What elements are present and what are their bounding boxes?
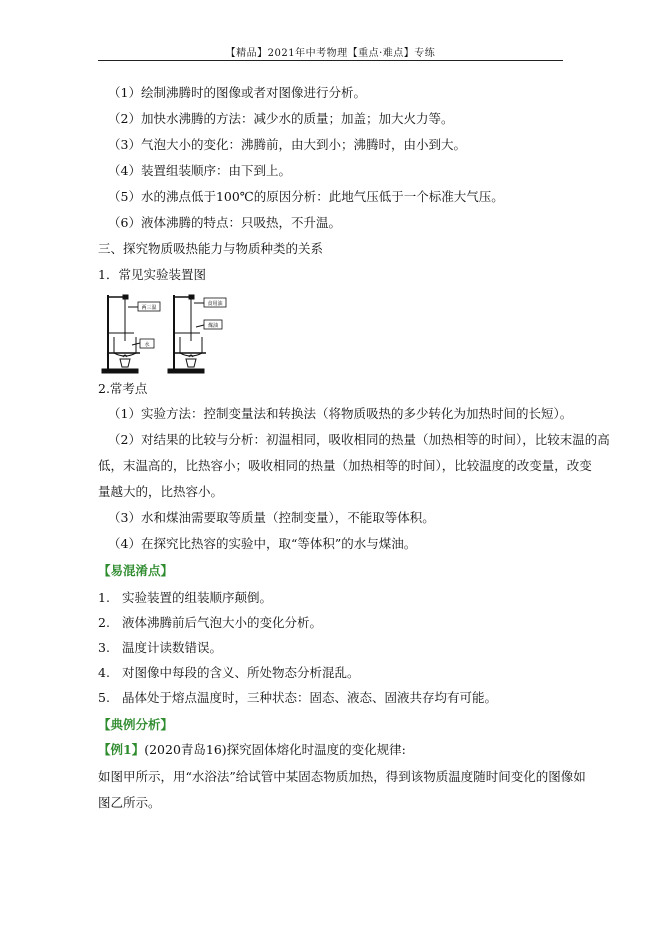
- confusion-item: [98, 614, 322, 632]
- confusion-item-number: 1.: [98, 590, 110, 605]
- sub1-title: 1．常见实验装置图: [98, 267, 206, 282]
- label-left-mid: 水: [144, 342, 150, 348]
- key-point-1: （1）实验方法：控制变量法和转换法（将物质吸热的多少转化为加热时间的长短）。: [108, 406, 573, 421]
- example-body-line1: 如图甲所示，用“水浴法”给试管中某固态物质加热，得到该物质温度随时间变化的图像如: [98, 769, 586, 784]
- confusion-item: [98, 589, 272, 607]
- label-left-top: 两三温: [141, 305, 157, 311]
- example-title: 【典例分析】: [98, 717, 174, 732]
- boiling-point-6: （6）液体沸腾的特点：只吸热，不升温。: [108, 215, 341, 230]
- key-point-3: （3）水和煤油需要取等质量（控制变量），不能取等体积。: [108, 510, 435, 525]
- boiling-point-2: （2）加快水沸腾的方法：减少水的质量；加盖；加大火力等。: [108, 111, 454, 126]
- key-point-2-line3: 量越大的，比热容小。: [98, 484, 224, 499]
- sub2-title: 2.常考点: [98, 381, 148, 396]
- confusion-item-text: 温度计读数错误。: [122, 640, 223, 655]
- confusion-item: [98, 639, 222, 657]
- key-point-2-line1: （2）对结果的比较与分析：初温相同，吸收相同的热量（加热相等的时间），比较末温的高: [108, 432, 610, 447]
- confusion-item: [98, 689, 497, 707]
- boiling-point-3: （3）气泡大小的变化：沸腾前，由大到小；沸腾时，由小到大。: [108, 137, 466, 152]
- label-right-mid: 煤油: [207, 323, 219, 329]
- confusion-title: 【易混淆点】: [98, 563, 174, 578]
- confusion-item-number: 5.: [98, 690, 110, 705]
- boiling-point-1: （1）绘制沸腾时的图像或者对图像进行分析。: [108, 85, 366, 100]
- apparatus-figure: [98, 293, 238, 375]
- example-heading: [98, 741, 406, 759]
- confusion-item-text: 晶体处于熔点温度时，三种状态：固态、液态、固液共存均有可能。: [122, 690, 498, 705]
- confusion-item-number: 2.: [98, 615, 110, 630]
- example-body-line2: 图乙所示。: [98, 795, 161, 810]
- key-point-2-line2: 低，末温高的，比热容小；吸收相同的热量（加热相等的时间），比较温度的改变量，改变: [98, 458, 592, 473]
- confusion-item-number: 3.: [98, 640, 110, 655]
- section3-title: 三、探究物质吸热能力与物质种类的关系: [98, 241, 324, 256]
- confusion-item-text: 实验装置的组装顺序颠倒。: [122, 590, 273, 605]
- example-source: (2020青岛16)探究固体熔化时温度的变化规律:: [144, 742, 406, 757]
- example-tag: 【例1】: [98, 742, 145, 757]
- right-apparatus: [168, 295, 206, 373]
- page-header: 【精品】2021年中考物理【重点·难点】专练: [225, 48, 436, 59]
- confusion-item: [98, 664, 360, 682]
- boiling-point-5: （5）水的沸点低于100℃的原因分析：此地气压低于一个标准大气压。: [108, 189, 504, 204]
- label-right-top: 食用油: [207, 301, 223, 307]
- key-point-4: （4）在探究比热容的实验中，取“等体积”的水与煤油。: [108, 536, 417, 551]
- boiling-point-4: （4）装置组装顺序：由下到上。: [108, 163, 291, 178]
- confusion-item-text: 对图像中每段的含义、所处物态分析混乱。: [122, 665, 360, 680]
- confusion-item-text: 液体沸腾前后气泡大小的变化分析。: [122, 615, 323, 630]
- left-apparatus: [102, 295, 140, 373]
- confusion-item-number: 4.: [98, 665, 110, 680]
- header-divider: [98, 60, 563, 61]
